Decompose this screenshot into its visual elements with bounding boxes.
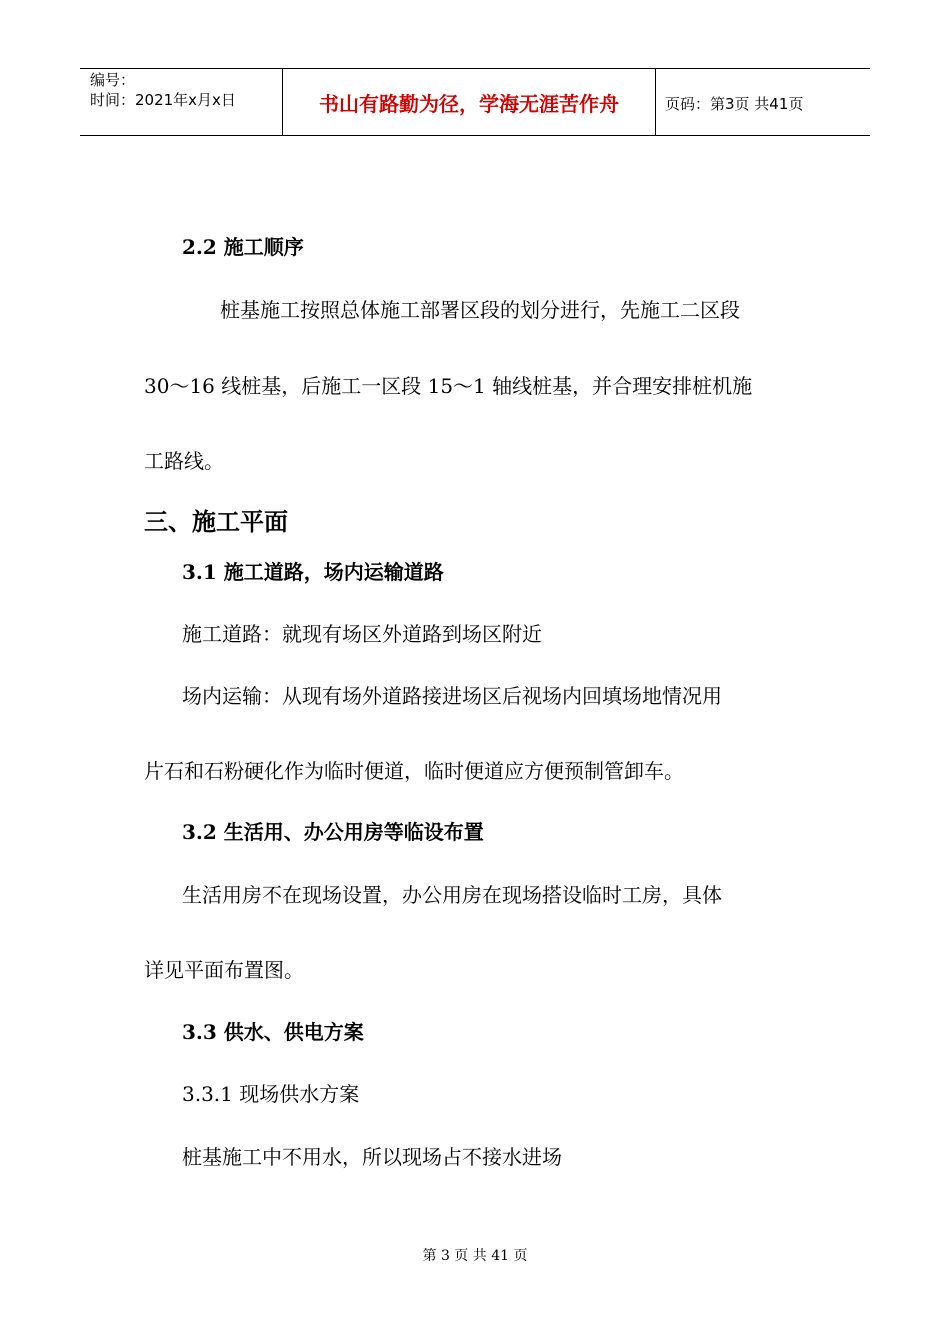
paragraph-line: 桩基施工中不用水，所以现场占不接水进场 bbox=[182, 1145, 562, 1169]
header-motto: 书山有路勤为径，学海无涯苦作舟 bbox=[319, 91, 619, 116]
paragraph-line: 施工道路：就现有场区外道路到场区附近 bbox=[182, 622, 542, 646]
paragraph-line: 场内运输：从现有场外道路接进场区后视场内回填场地情况用 bbox=[182, 684, 722, 708]
chapter-heading-3: 三、施工平面 bbox=[144, 507, 288, 536]
paragraph-line: 桩基施工按照总体施工部署区段的划分进行，先施工二区段 bbox=[220, 298, 740, 322]
header-number-label: 编号： bbox=[90, 71, 136, 89]
section-heading-3-1: 3.1 施工道路，场内运输道路 bbox=[182, 560, 444, 584]
page-footer: 第 3 页 共 41 页 bbox=[422, 1248, 528, 1264]
subsection-heading-3-3-1: 3.3.1 现场供水方案 bbox=[182, 1082, 360, 1106]
paragraph-line: 工路线。 bbox=[144, 449, 224, 473]
section-heading-3-2: 3.2 生活用、办公用房等临设布置 bbox=[182, 820, 484, 844]
section-heading-2-2: 2.2 施工顺序 bbox=[182, 235, 304, 259]
header-meta bbox=[80, 69, 282, 135]
paragraph-line: 生活用房不在现场设置，办公用房在现场搭设临时工房，具体 bbox=[182, 883, 722, 907]
paragraph-line: 30～16 线桩基，后施工一区段 15～1 轴线桩基，并合理安排桩机施 bbox=[144, 374, 753, 398]
header-page-info: 页码：第3页 共41页 bbox=[665, 95, 804, 113]
page-header bbox=[80, 68, 870, 136]
header-time-label: 时间：2021年x月x日 bbox=[90, 91, 236, 109]
header-divider bbox=[655, 69, 656, 135]
paragraph-line: 详见平面布置图。 bbox=[144, 958, 304, 982]
section-heading-3-3: 3.3 供水、供电方案 bbox=[182, 1020, 364, 1044]
paragraph-line: 片石和石粉硬化作为临时便道，临时便道应方便预制管卸车。 bbox=[144, 759, 684, 783]
